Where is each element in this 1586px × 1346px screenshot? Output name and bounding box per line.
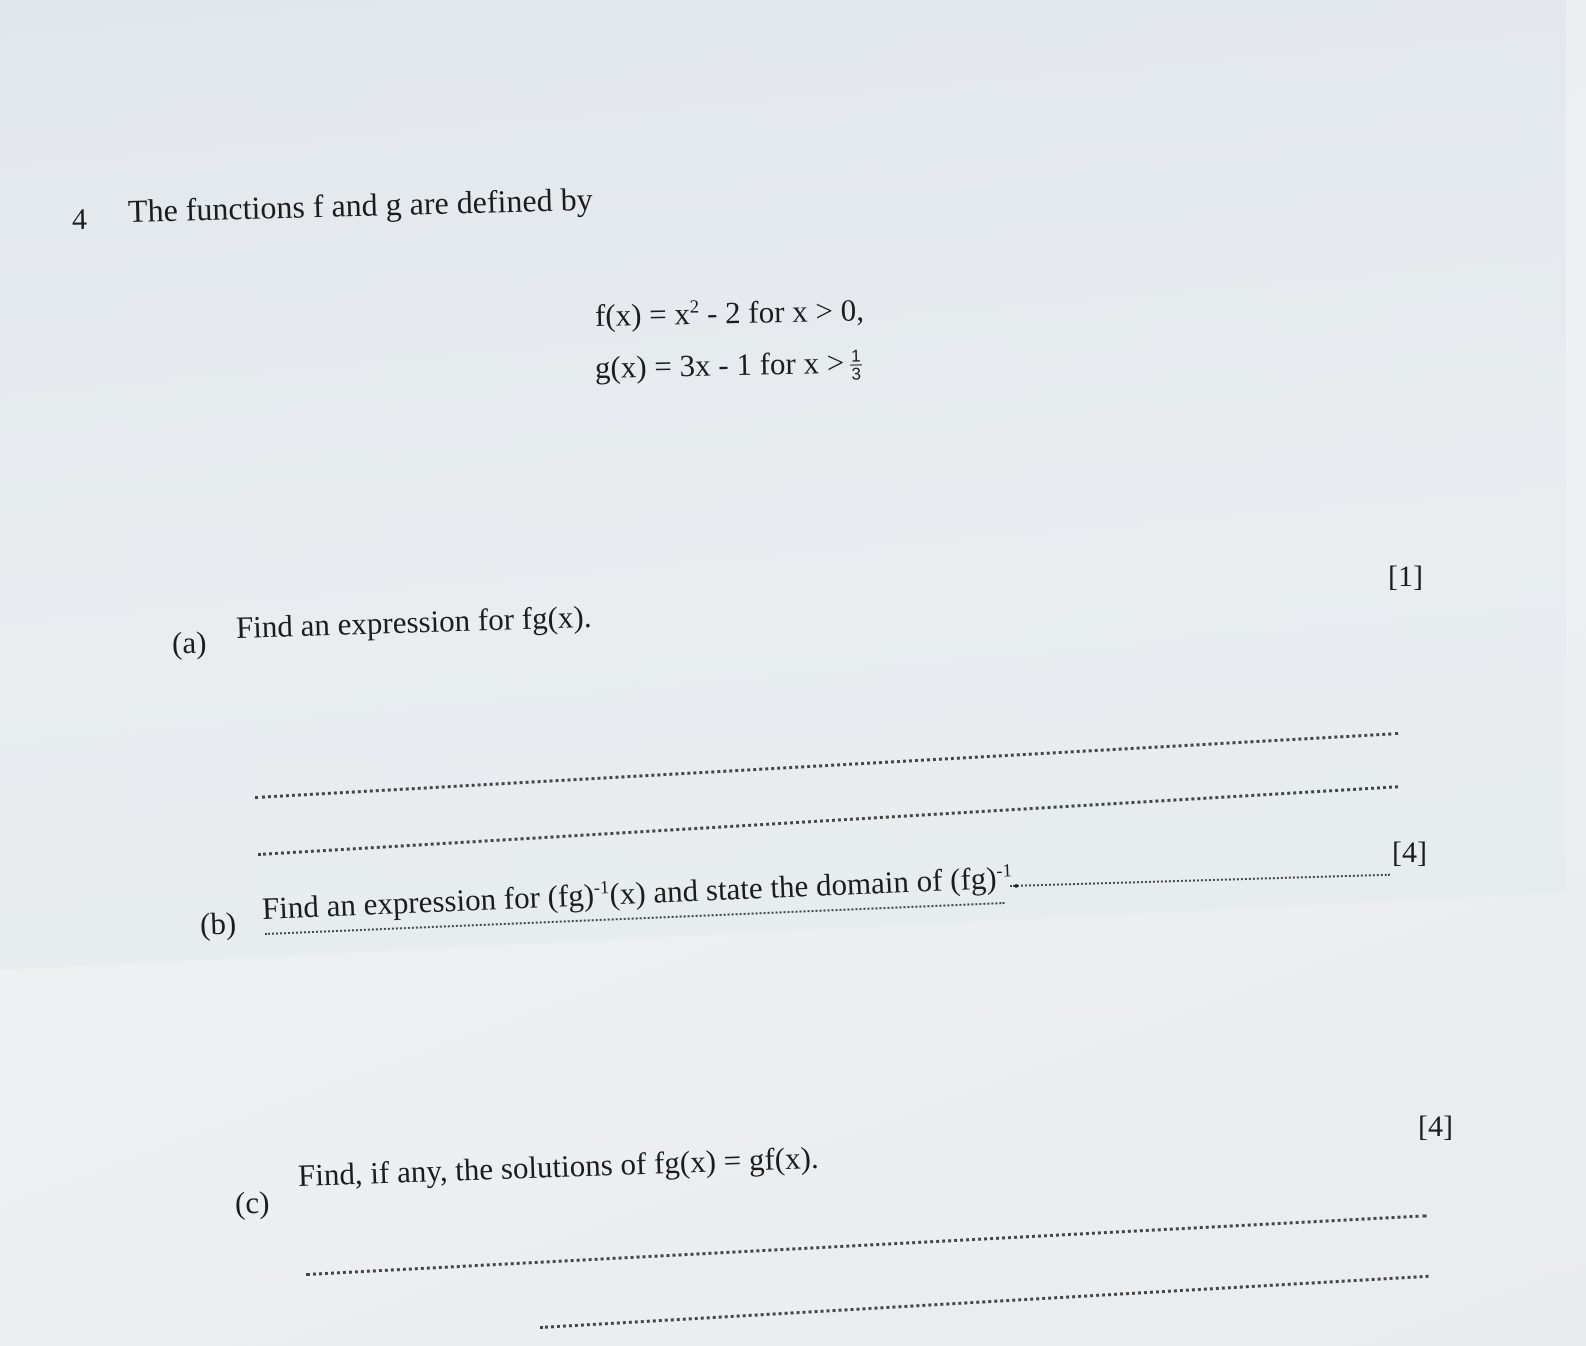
part-b-text-before: Find an expression for (fg) (261, 877, 595, 926)
part-c-label: (c) (234, 1184, 270, 1221)
part-b-marks: [4] (1392, 836, 1427, 869)
fraction-numerator: 1 (850, 345, 861, 366)
part-b-sup-1: -1 (593, 877, 610, 899)
part-b-label: (b) (199, 905, 237, 942)
part-b-text-middle: (x) and state the domain of (fg) (608, 860, 998, 912)
f-def-exponent: 2 (689, 296, 700, 318)
part-b-sup-2: -1 (995, 860, 1013, 882)
part-c-text: Find, if any, the solutions of fg(x) = gf(x). (297, 1139, 820, 1193)
g-def-lhs: g(x) = 3x - 1 for x > (594, 344, 845, 385)
question-number: 4 (71, 202, 88, 237)
question-intro: The functions f and g are defined by (127, 180, 594, 229)
f-def-rhs: - 2 for x > 0, (698, 292, 865, 331)
g-definition (595, 346, 863, 389)
f-def-lhs: f(x) = x (594, 296, 691, 333)
part-a-marks: [1] (1388, 560, 1423, 593)
g-def-fraction (850, 347, 862, 384)
part-b-text-after: . (1011, 859, 1021, 895)
part-c-marks: [4] (1418, 1110, 1453, 1143)
f-definition (595, 294, 865, 331)
part-a-text: Find an expression for fg(x). (235, 598, 592, 645)
fraction-denominator: 3 (851, 364, 862, 385)
part-a-label: (a) (171, 624, 207, 661)
